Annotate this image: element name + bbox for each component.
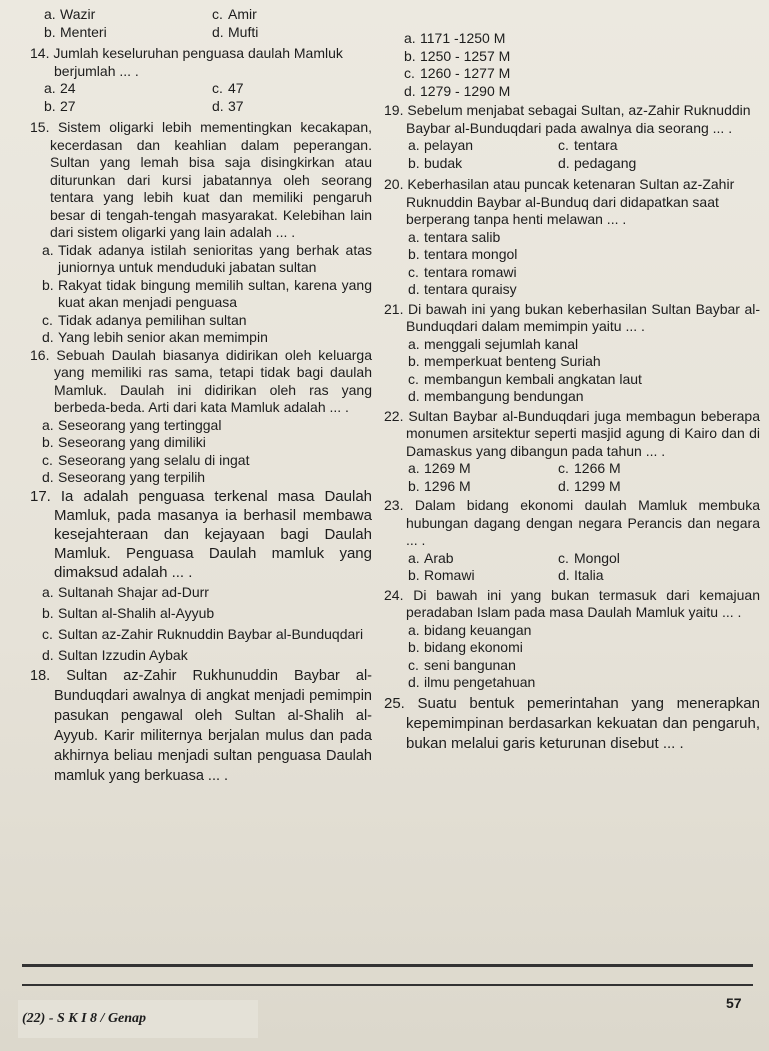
option-c[interactable]: c. 47 — [212, 80, 244, 96]
question-23: 23. Dalam bidang ekonomi daulah Mamluk membuka hubungan dagang dengan negara Perancis dan negara ... . a. Arab c. Mongol b. Romawi d. Italia — [384, 497, 760, 583]
question-23-text: Dalam bidang ekonomi daulah Mamluk membuka hubungan dagang dengan negara Perancis dan negara ... . — [406, 497, 760, 548]
option-d[interactable]: d. Yang lebih senior akan memimpin — [42, 329, 268, 345]
question-19-text: Sebelum menjabat sebagai Sultan, az-Zahir Ruknuddin Baybar al-Bunduqdari pada awalnya dia seorang ... . — [406, 102, 751, 136]
option-d[interactable]: d. 37 — [212, 97, 244, 114]
question-18-options — [384, 30, 760, 100]
footer-label: (22) - S K I 8 / Genap — [22, 1011, 147, 1026]
left-column — [30, 6, 372, 786]
question-21: 21. Di bawah ini yang bukan keberhasilan Sultan Baybar al-Bunduqdari dalam memimpin yaitu ... . a. menggali sejumlah kanal b. memperkuat benteng Suriah c. membangun kembali angkatan laut d. membangung bendungan — [384, 300, 761, 404]
option-a[interactable]: a. Arab — [408, 549, 454, 566]
option-c[interactable]: c. membangun kembali angkatan laut — [408, 370, 642, 387]
option-b[interactable]: b. 27 — [44, 97, 76, 114]
option-b[interactable]: b. bidang ekonomi — [408, 639, 523, 655]
option-b[interactable]: b. Rakyat tidak bingung memilih sultan, karena yang kuat akan menjadi penguasa — [42, 276, 372, 310]
question-16-text: Sebuah Daulah biasanya didirikan oleh keluarga yang memiliki ras sama, tetapi tidak bagi daulah Mamluk. Daulah ini didirikan oleh ras yang berbeda-beda. Arti dari kata Mamluk adalah ... . — [54, 346, 373, 415]
option-a[interactable]: a. tentara salib — [408, 228, 501, 245]
option-d[interactable]: d. 1299 M — [558, 477, 621, 494]
question-20: 20. Keberhasilan atau puncak ketenaran Sultan az-Zahir Ruknuddin Baybar al-Bunduq dari didapatkan saat berperang tanpa henti melawan ... . a. tentara salib b. tentara mongol c. tentara romawi d. tentara quraisy — [384, 176, 760, 299]
question-25: 25. Suatu bentuk pemerintahan yang menerapkan kepemimpinan berdasarkan kekuatan dan pengaruh, bukan melalui garis keturunan disebut ... . — [384, 694, 760, 752]
question-15: 15. Sistem oligarki lebih mementingkan kecakapan, kecerdasan dan keahlian dalam peperangan. Sultan yang lemah bisa saja disingkirkan atau diturunkan dari kursi jabatannya oleh seorang tentara yang lebih kuat dan memiliki pengaruh besar di tengah-tengah masyarakat. Kelebihan lain dari sistem oligarki yang lain adalah ... . a. Tidak adanya istilah senioritas yang berhak atas juniornya untuk menduduki jabatan sultan b. Rakyat tidak bingung memilih sultan, karena yang kuat akan menjadi penguasa c. Tidak adanya pemilihan sultan d. Yang lebih senior akan memimpin — [30, 119, 372, 345]
option-a[interactable]: a. pelayan — [408, 137, 474, 153]
option-c[interactable]: c. Seseorang yang selalu di ingat — [42, 451, 250, 468]
question-17: 17. Ia adalah penguasa terkenal masa Daulah Mamluk, pada masanya ia berhasil membawa kesejahteraan dan kejayaan bagi Daulah Mamluk. Penguasa Daulah mamluk yang dimaksud adalah ... . a. Sultanah Shajar ad-Durr b. Sultan al-Shalih al-Ayyub c. Sultan az-Zahir Ruknuddin Baybar al-Bunduqdari d. Sultan Izzudin Aybak — [30, 487, 372, 666]
option-c[interactable]: c. Amir — [212, 6, 257, 22]
option-a[interactable]: a. Seseorang yang tertinggal — [42, 416, 222, 433]
footer-divider — [22, 964, 753, 967]
option-b[interactable]: b. tentara mongol — [408, 246, 518, 262]
option-d[interactable]: d. Seseorang yang terpilih — [42, 469, 206, 485]
question-17-text: Ia adalah penguasa terkenal masa Daulah Mamluk, pada masanya ia berhasil membawa kesejahteraan dan kejayaan bagi Daulah Mamluk. Penguasa Daulah mamluk yang dimaksud adalah ... . — [54, 487, 373, 581]
option-a[interactable]: a. 24 — [44, 80, 76, 96]
option-b[interactable]: b. Sultan al-Shalih al-Ayyub — [42, 604, 215, 621]
question-24-text: Di bawah ini yang bukan termasuk dari kemajuan peradaban Islam pada masa Daulah Mamluk yaitu ... . — [406, 586, 760, 620]
option-a[interactable]: a. menggali sejumlah kanal — [408, 335, 579, 352]
question-22: 22. Sultan Baybar al-Bunduqdari juga membagun beberapa monumen arsitektur seperti masjid agung di Kairo dan di Damaskus yang dibangun pada tahun ... . a. 1269 M c. 1266 M b. 1296 M d. 1299 M — [384, 407, 760, 494]
question-13-options — [30, 6, 372, 41]
question-14: 14. Jumlah keseluruhan penguasa daulah Mamluk berjumlah ... . a. 24 c. 47 b. 27 d. 37 — [30, 45, 372, 115]
option-b[interactable]: b. Romawi — [408, 567, 475, 583]
option-d[interactable]: d. Italia — [558, 567, 604, 583]
option-c[interactable]: c. 1260 - 1277 M — [404, 65, 511, 81]
option-b[interactable]: b. budak — [408, 154, 463, 171]
question-18: 18. Sultan az-Zahir Rukhunuddin Baybar al-Bunduqdari awalnya di angkat menjadi pemimpin pasukan pengawal oleh Sultan al-Shalih al-Ayyub. Karir militernya berjalan mulus dan pada akhirnya beliau menjadi sultan penguasa Daulah mamluk yang berkuasa ... . — [30, 667, 373, 784]
question-16: 16. Sebuah Daulah biasanya didirikan oleh keluarga yang memiliki ras sama, tetapi tidak bagi daulah Mamluk. Daulah ini didirikan oleh ras yang berbeda-beda. Arti dari kata Mamluk adalah ... . a. Seseorang yang tertinggal b. Seseorang yang dimiliki c. Seseorang yang selalu di ingat d. Seseorang yang terpilih — [30, 346, 373, 485]
question-25-text: Suatu bentuk pemerintahan yang menerapkan kepemimpinan berdasarkan kekuatan dan pengaruh, bukan melalui garis keturunan disebut ... . — [406, 694, 760, 752]
option-c[interactable]: c. Sultan az-Zahir Ruknuddin Baybar al-Bunduqdari — [42, 625, 364, 642]
question-19: 19. Sebelum menjabat sebagai Sultan, az-Zahir Ruknuddin Baybar al-Bunduqdari pada awalnya dia seorang ... . a. pelayan c. tentara b. budak d. pedagang — [384, 102, 760, 172]
option-a[interactable]: a. Wazir — [44, 6, 96, 22]
option-b[interactable]: b. Seseorang yang dimiliki — [42, 434, 206, 450]
option-c[interactable]: c. tentara romawi — [408, 263, 517, 280]
option-b[interactable]: b. memperkuat benteng Suriah — [408, 353, 601, 369]
option-d[interactable]: d. Sultan Izzudin Aybak — [42, 646, 188, 663]
page-number: 57 — [726, 995, 742, 1011]
question-18-text: Sultan az-Zahir Rukhunuddin Baybar al-Bunduqdari awalnya di angkat menjadi pemimpin pasukan pengawal oleh Sultan al-Shalih al-Ayyub. Karir militernya berjalan mulus dan pada akhirnya beliau menjadi sultan penguasa Daulah mamluk yang berkuasa ... . — [54, 667, 373, 784]
option-b[interactable]: b. Menteri — [44, 23, 107, 40]
question-15-text: Sistem oligarki lebih mementingkan kecakapan, kecerdasan dan keahlian dalam peperangan. Sultan yang lemah bisa saja disingkirkan atau diturunkan dari kursi jabatannya oleh seorang tentara yang lebih kuat dan memiliki pengaruh besar di tengah-tengah masyarakat. Kelebihan lain dari sistem oligarki yang lain adalah ... . — [50, 119, 372, 240]
option-a[interactable]: a. bidang keuangan — [408, 621, 532, 638]
option-d[interactable]: d. pedagang — [558, 154, 637, 171]
option-a[interactable]: a. 1269 M — [408, 460, 471, 476]
option-b[interactable]: b. 1250 - 1257 M — [404, 47, 511, 64]
right-column — [384, 30, 760, 754]
option-b[interactable]: b. 1296 M — [408, 477, 471, 494]
option-a[interactable]: a. Sultanah Shajar ad-Durr — [42, 583, 209, 600]
option-c[interactable]: c. 1266 M — [558, 460, 621, 476]
question-22-text: Sultan Baybar al-Bunduqdari juga membagun beberapa monumen arsitektur seperti masjid agung di Kairo dan di Damaskus yang dibangun pada tahun ... . — [406, 407, 760, 459]
option-c[interactable]: c. tentara — [558, 137, 618, 153]
option-d[interactable]: d. Mufti — [212, 23, 259, 40]
option-c[interactable]: c. Mongol — [558, 549, 620, 566]
option-d[interactable]: d. 1279 - 1290 M — [404, 82, 511, 99]
option-a[interactable]: a. 1171 -1250 M — [404, 30, 506, 46]
option-d[interactable]: d. membangung bendungan — [408, 388, 584, 404]
question-24: 24. Di bawah ini yang bukan termasuk dari kemajuan peradaban Islam pada masa Daulah Mamluk yaitu ... . a. bidang keuangan b. bidang ekonomi c. seni bangunan d. ilmu pengetahuan — [384, 586, 760, 690]
question-20-text: Keberhasilan atau puncak ketenaran Sultan az-Zahir Ruknuddin Baybar al-Bunduq dari didapatkan saat berperang tanpa henti melawan ... . — [406, 176, 735, 227]
footer-divider-thin — [22, 984, 753, 986]
question-21-text: Di bawah ini yang bukan keberhasilan Sultan Baybar al-Bunduqdari dalam memimpin yaitu ... . — [406, 300, 761, 334]
option-d[interactable]: d. tentara quraisy — [408, 281, 517, 297]
option-c[interactable]: c. seni bangunan — [408, 656, 516, 673]
option-d[interactable]: d. ilmu pengetahuan — [408, 674, 536, 690]
option-c[interactable]: c. Tidak adanya pemilihan sultan — [42, 311, 247, 328]
question-14-text: Jumlah keseluruhan penguasa daulah Mamluk berjumlah ... . — [53, 45, 343, 79]
option-a[interactable]: a. Tidak adanya istilah senioritas yang berhak atas juniornya untuk menduduki jabatan sultan — [42, 241, 372, 275]
